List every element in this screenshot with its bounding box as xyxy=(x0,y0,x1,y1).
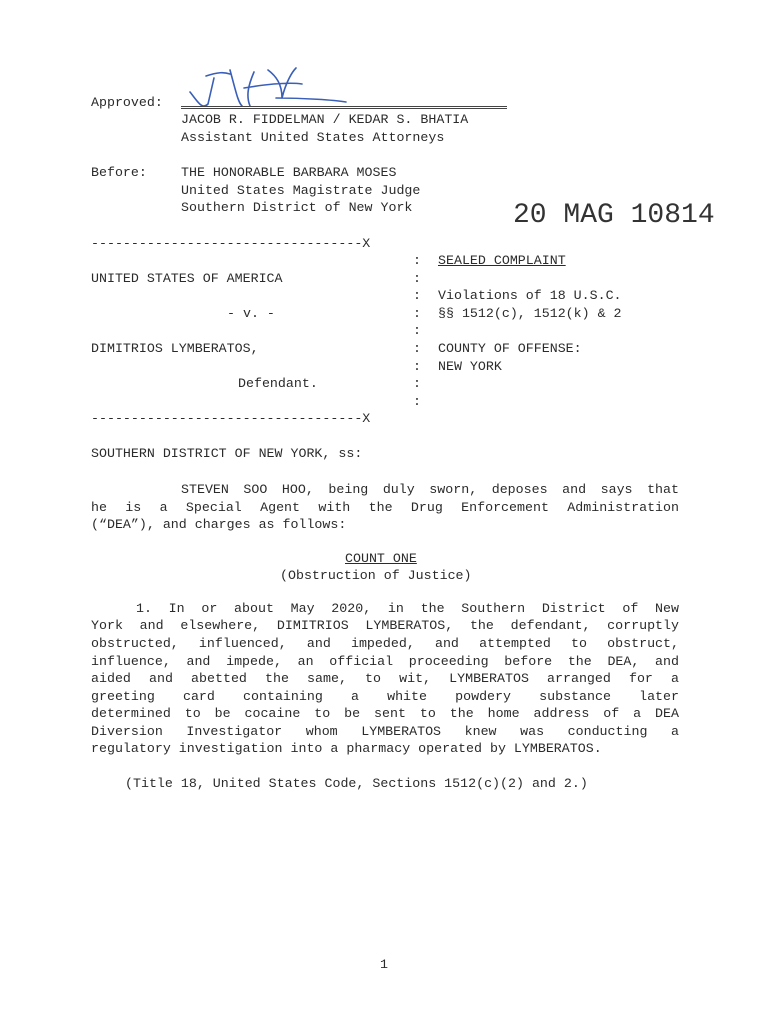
paragraph-line: Diversion Investigator whom LYMBERATOS knew was conducting a xyxy=(91,724,679,739)
intro-line: he is a Special Agent with the Drug Enforcement Administration xyxy=(91,500,679,515)
county-value: NEW YORK xyxy=(438,359,502,374)
violations-line-2: §§ 1512(c), 1512(k) & 2 xyxy=(438,306,622,321)
versus-label: - v. - xyxy=(227,306,275,321)
signature-line xyxy=(181,106,507,109)
paragraph-line: greeting card containing a white powdery substance later xyxy=(91,689,679,704)
caption-colon: : xyxy=(413,288,421,303)
caption-colon: : xyxy=(413,341,421,356)
paragraph-line: determined to be cocaine to be sent to the home address of a DEA xyxy=(91,706,679,721)
county-label: COUNTY OF OFFENSE: xyxy=(438,341,582,356)
count-title: COUNT ONE xyxy=(345,551,417,566)
case-number-stamp: 20 MAG 10814 xyxy=(513,200,715,231)
violations-line-1: Violations of 18 U.S.C. xyxy=(438,288,622,303)
intro-line: STEVEN SOO HOO, being duly sworn, deposes and says that xyxy=(181,482,679,497)
caption-colon: : xyxy=(413,253,421,268)
paragraph-line: aided and abetted the same, to wit, LYMBERATOS arranged for a xyxy=(91,671,679,686)
judge-district: Southern District of New York xyxy=(181,200,413,215)
page-number: 1 xyxy=(380,957,388,972)
attorney-names: JACOB R. FIDDELMAN / KEDAR S. BHATIA xyxy=(181,112,469,127)
attorney-title: Assistant United States Attorneys xyxy=(181,130,445,145)
statute-citation: (Title 18, United States Code, Sections 1512(c)(2) and 2.) xyxy=(125,776,588,791)
approved-label: Approved: xyxy=(91,95,163,110)
caption-colon: : xyxy=(413,359,421,374)
caption-colon: : xyxy=(413,394,421,409)
paragraph-line: 1. In or about May 2020, in the Southern District of New xyxy=(136,601,679,616)
count-subtitle: (Obstruction of Justice) xyxy=(280,568,472,583)
venue-line: SOUTHERN DISTRICT OF NEW YORK, ss: xyxy=(91,446,363,461)
intro-line: (“DEA”), and charges as follows: xyxy=(91,517,347,532)
plaintiff-name: UNITED STATES OF AMERICA xyxy=(91,271,283,286)
judge-title: United States Magistrate Judge xyxy=(181,183,421,198)
caption-colon: : xyxy=(413,271,421,286)
caption-colon: : xyxy=(413,376,421,391)
caption-top-rule: ----------------------------------X xyxy=(91,236,371,251)
document-type: SEALED COMPLAINT xyxy=(438,253,566,268)
before-label: Before: xyxy=(91,165,147,180)
defendant-label: Defendant. xyxy=(238,376,318,391)
caption-colon: : xyxy=(413,323,421,338)
paragraph-line: obstructed, influenced, and impeded, and attempted to obstruct, xyxy=(91,636,679,651)
judge-name: THE HONORABLE BARBARA MOSES xyxy=(181,165,397,180)
paragraph-line: York and elsewhere, DIMITRIOS LYMBERATOS, the defendant, corruptly xyxy=(91,618,679,633)
caption-bottom-rule: ----------------------------------X xyxy=(91,411,371,426)
paragraph-line: regulatory investigation into a pharmacy operated by LYMBERATOS. xyxy=(91,741,602,756)
paragraph-line: influence, and impede, an official proceeding before the DEA, and xyxy=(91,654,679,669)
defendant-name: DIMITRIOS LYMBERATOS, xyxy=(91,341,259,356)
caption-colon: : xyxy=(413,306,421,321)
